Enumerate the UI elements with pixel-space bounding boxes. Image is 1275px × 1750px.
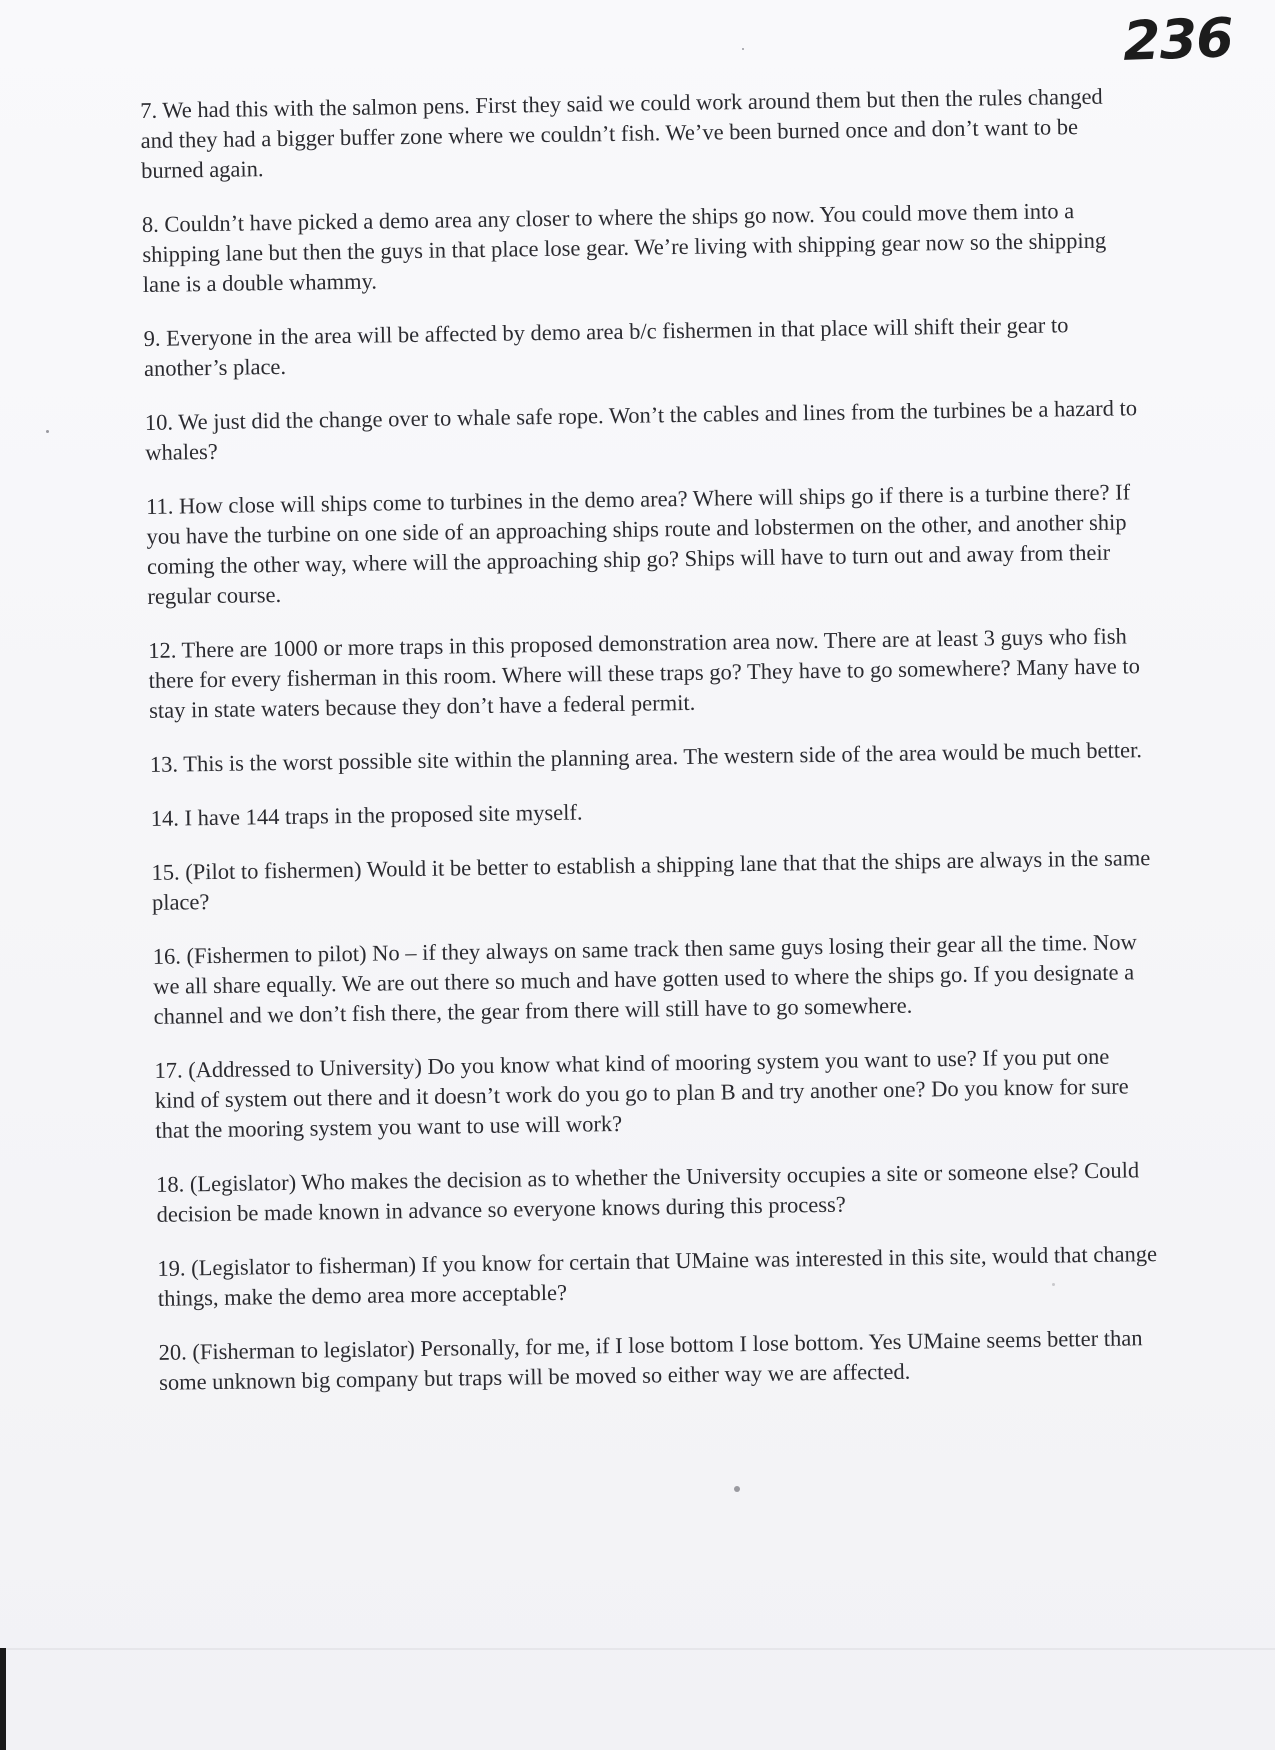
comment-item: 17. (Addressed to University) Do you know what kind of mooring system you want to use? If you put one kind of system out there and it doesn’t work do you go to plan B and try another one? Do you know for sure that the mooring system you want to use will work? — [154, 1043, 1129, 1143]
scan-speck — [734, 1486, 740, 1492]
comment-list — [140, 81, 1160, 1422]
comment-item: 11. How close will ships come to turbines in the demo area? Where will ships go if there is a turbine there? If you have the turbine on one side of an approaching ships route and lobstermen on the other, and another ship coming the other way, where will the approaching ship go? Ships will have to turn out and away from their regular course. — [145, 479, 1131, 609]
scan-speck — [46, 430, 49, 433]
comment-item: 19. (Legislator to fisherman) If you know for certain that UMaine was interested in this site, would that change things, make the demo area more acceptable? — [157, 1241, 1158, 1311]
comment-item: 15. (Pilot to fishermen) Would it be better to establish a shipping lane that that the ships are always in the same place? — [151, 845, 1151, 915]
comment-item: 16. (Fishermen to pilot) No – if they always on same track then same guys losing their gear all the time. Now we all share equally. We are out there so much and have gotten used to where the ships go. If you designate a channel and we don’t fish there, the gear from there will still have to go somewhere. — [152, 929, 1137, 1029]
comment-item: 9. Everyone in the area will be affected by demo area b/c fishermen in that place will shift their gear to another’s place. — [143, 312, 1069, 381]
comment-item: 8. Couldn’t have picked a demo area any closer to where the ships go now. You could move them into a shipping lane but then the guys in that place lose gear. We’re living with shipping gear now so the shipping lane is a double whammy. — [141, 198, 1107, 297]
scan-speck — [1052, 1283, 1055, 1286]
comment-item: 13. This is the worst possible site within the planning area. The western side of the area would be much better. — [149, 737, 1143, 777]
comment-item: 20. (Fisherman to legislator) Personally, for me, if I lose bottom I lose bottom. Yes UMaine seems better than some unknown big company but traps will be moved so either way we are affected. — [158, 1325, 1143, 1395]
handwritten-page-number: 236 — [1122, 6, 1235, 73]
comment-item: 12. There are 1000 or more traps in this proposed demonstration area now. There are at least 3 guys who fish there for every fisherman in this room. Where will these traps go? They have to go somewhere? Many have to stay in state waters because they don’t have a federal permit. — [148, 623, 1141, 723]
comment-item: 18. (Legislator) Who makes the decision as to whether the University occupies a site or someone else? Could decision be made known in advance so everyone knows during this process? — [155, 1157, 1140, 1227]
comment-item: 10. We just did the change over to whale safe rope. Won’t the cables and lines from the turbines be a hazard to whales? — [144, 395, 1138, 465]
scan-edge — [0, 1648, 1275, 1650]
comment-item: 14. I have 144 traps in the proposed site myself. — [150, 799, 583, 831]
scan-speck — [742, 48, 744, 50]
comment-item: 7. We had this with the salmon pens. First they said we could work around them but then the rules changed and they had a bigger buffer zone where we couldn’t fish. We’ve been burned once and don’t want to be burned again. — [140, 83, 1103, 183]
scan-edge-mark — [0, 1648, 6, 1750]
